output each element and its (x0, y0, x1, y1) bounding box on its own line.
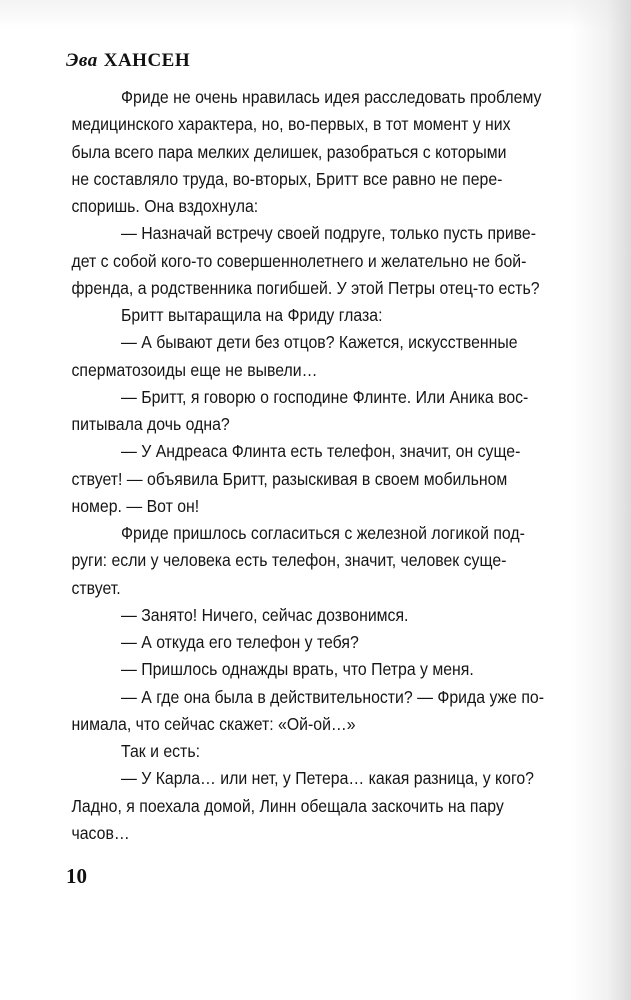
page-edge-shadow (571, 0, 631, 1000)
paragraph (71, 520, 525, 602)
text-line: — Бритт, я говорю о господине Флинте. Или Аника вос- (121, 386, 529, 407)
author-last-name: ХАНСЕН (103, 50, 191, 71)
paragraph (121, 602, 523, 629)
page-top-shadow (0, 0, 631, 30)
text-line: Так и есть: (121, 741, 200, 761)
text-line: была всего пара мелких делишек, разобраться с которыми (71, 141, 507, 162)
text-line: — А где она была в действительности? — Фрида уже по- (121, 686, 545, 707)
text-line: Бритт вытаращила на Фриду глаза: (121, 305, 383, 325)
author-first-name: Эва (66, 50, 98, 71)
text-line: ствует! — объявила Бритт, разыскивая в своем мобильном (71, 468, 508, 489)
text-line: — Занято! Ничего, сейчас дозвонимся. (121, 604, 409, 625)
text-line: номер. — Вот он! (71, 495, 200, 516)
paragraph (71, 384, 529, 439)
paragraph (71, 684, 545, 739)
paragraph (121, 629, 523, 656)
text-line: часов… (71, 822, 130, 843)
text-line: нимала, что сейчас скажет: «Ой-ой…» (71, 713, 356, 734)
text-line: — Пришлось однажды врать, что Петра у меня. (121, 659, 474, 680)
paragraph (121, 302, 523, 329)
paragraph (71, 84, 542, 220)
text-line: — У Карла… или нет, у Петера… какая разница, у кого? (121, 768, 534, 789)
paragraph (121, 656, 523, 683)
text-line: — А бывают дети без отцов? Кажется, искусственные (121, 332, 518, 353)
text-line: френда, а родственника погибшей. У этой Петры отец-то есть? (71, 277, 540, 298)
paragraph (71, 765, 534, 847)
text-line: — А откуда его телефон у тебя? (121, 632, 359, 652)
text-line: Ладно, я поехала домой, Линн обещала заскочить на пару (71, 795, 504, 816)
text-line: сперматозоиды еще не вывели… (71, 359, 318, 380)
text-line: медицинского характера, но, во-первых, в тот момент у них (71, 114, 511, 135)
paragraph (71, 220, 540, 302)
paragraph (121, 738, 523, 765)
paragraph (71, 438, 523, 520)
paragraph (71, 329, 523, 384)
text-line: Фриде не очень нравилась идея расследовать проблему (121, 87, 542, 107)
text-line: руги: если у человека есть телефон, значит, человек суще- (71, 550, 507, 571)
body-text (71, 84, 545, 847)
text-line: не составляло труда, во-вторых, Бритт все равно не пере- (71, 168, 503, 189)
text-line: — Назначай встречу своей подруге, только пусть приве- (121, 223, 536, 244)
text-line: Фриде пришлось согласиться с железной логикой под- (121, 523, 525, 543)
running-head (66, 50, 190, 72)
text-line: питывала дочь одна? (71, 414, 230, 434)
text-line: ствует. (71, 577, 121, 598)
text-line: споришь. Она вздохнула: (71, 196, 259, 216)
text-line: дет с собой кого-то совершеннолетнего и желательно не бой- (71, 250, 527, 271)
page-number: 10 (66, 864, 87, 888)
text-line: — У Андреаса Флинта есть телефон, значит, он суще- (121, 441, 521, 462)
